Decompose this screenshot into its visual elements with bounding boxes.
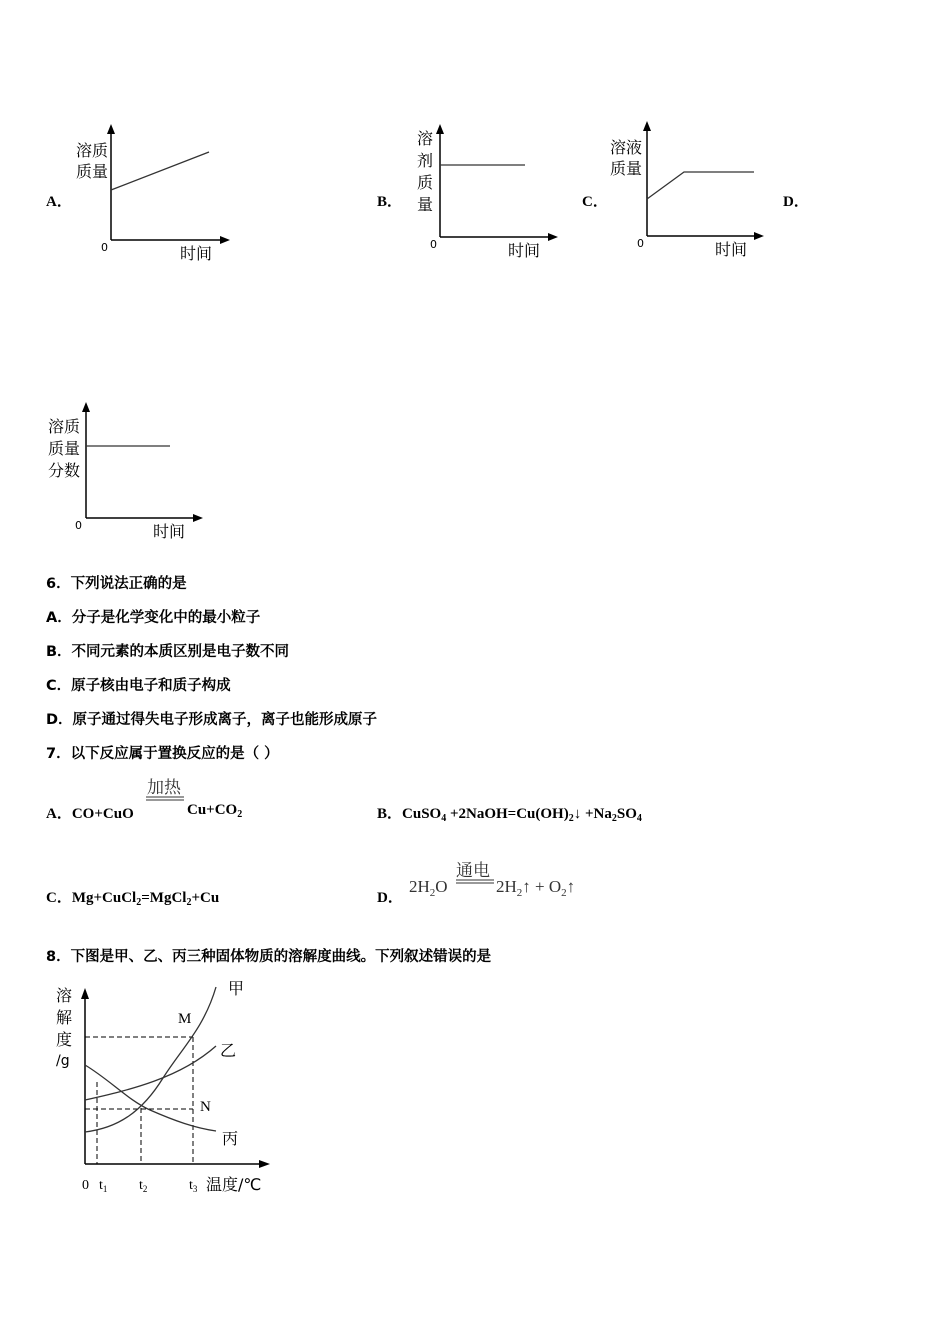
q7-option-c: C．Mg+CuCl$_2$=MgCl$_2$+Cu <box>46 890 220 908</box>
q7-a-label: A． <box>46 806 72 822</box>
q7-a-right: $Cu+CO_2$ <box>187 802 243 820</box>
chart-xlabel: 温度/℃ <box>206 1175 262 1194</box>
q6-stem: 6．下列说法正确的是 <box>46 576 187 592</box>
q7-d-label: D． <box>377 890 403 906</box>
series-label-jia: 甲 <box>228 979 245 998</box>
graph-b-ylabel-4: 量 <box>417 195 434 214</box>
graph-d-xlabel: 时间 <box>153 522 186 541</box>
chart-ylabel-1: 溶 <box>56 986 73 1005</box>
q7-d-left: $2H_2O$ <box>409 877 448 899</box>
curve-yi <box>85 1046 216 1100</box>
q7-d-right: $2H_2↑$ + $O_2↑$ <box>496 877 576 899</box>
graph-c-xlabel: 时间 <box>715 240 748 259</box>
graph-a-ylabel-2: 质量 <box>76 162 109 181</box>
graph-a-origin: 0 <box>101 241 108 254</box>
graph-d-origin: 0 <box>75 519 82 532</box>
chart-ylabel-4: /g <box>56 1053 70 1069</box>
q7-a-condition-text: 加热 <box>147 778 181 797</box>
q7-d-condition: 通电 <box>456 861 490 880</box>
chart-y-arrow <box>81 988 89 999</box>
tick-t2: $t_2$ <box>139 1178 148 1194</box>
graph-d-ylabel-2: 质量 <box>48 439 81 458</box>
chart-ylabel-3: 度 <box>56 1030 73 1049</box>
graph-a-xlabel: 时间 <box>180 244 213 263</box>
graph-d-ylabel-1: 溶质 <box>48 417 81 436</box>
graph-b-label: B． <box>377 194 403 210</box>
q6-option-b: B．不同元素的本质区别是电子数不同 <box>46 644 290 660</box>
q8-stem: 8．下图是甲、乙、丙三种固体物质的溶解度曲线。下列叙述错误的是 <box>46 949 492 965</box>
graph-c-ylabel-1: 溶液 <box>610 138 643 157</box>
graph-a-label: A． <box>46 194 72 210</box>
tick-t3: $t_3$ <box>189 1178 198 1194</box>
graph-b-xlabel: 时间 <box>508 241 541 260</box>
graph-b-ylabel-2: 剂 <box>417 151 434 170</box>
curve-bing <box>85 1065 216 1131</box>
tick-t1: $t_1$ <box>99 1178 108 1194</box>
graph-c-ylabel-2: 质量 <box>610 159 643 178</box>
series-label-yi: 乙 <box>220 1041 237 1060</box>
point-label-n: N <box>200 1099 211 1115</box>
graph-d-ylabel-3: 分数 <box>48 461 81 480</box>
q7-a-left: CO+CuO <box>71 806 134 822</box>
graph-b-ylabel-3: 质 <box>417 173 434 192</box>
q7-option-b: B．CuSO$_4$ $+2NaOH=Cu(OH)_2↓ +Na_2SO_4$ <box>377 806 642 824</box>
q6-option-a: A．分子是化学变化中的最小粒子 <box>46 610 261 626</box>
graph-b-origin: 0 <box>430 238 437 251</box>
graph-c-label: C． <box>582 194 608 210</box>
chart-ylabel-2: 解 <box>56 1008 73 1027</box>
graph-d-label: D． <box>783 194 809 210</box>
graph-c-origin: 0 <box>637 237 644 250</box>
graph-b-ylabel-1: 溶 <box>417 129 434 148</box>
q6-option-c: C．原子核由电子和质子构成 <box>46 678 231 694</box>
graph-a-ylabel-1: 溶质 <box>76 141 109 160</box>
series-label-bing: 丙 <box>222 1129 239 1148</box>
chart-origin: 0 <box>82 1178 89 1193</box>
q7-stem: 7．以下反应属于置换反应的是（ ） <box>46 746 279 762</box>
chart-x-arrow <box>259 1160 270 1168</box>
q6-option-d: D．原子通过得失电子形成离子，离子也能形成原子 <box>46 712 378 728</box>
point-label-m: M <box>178 1011 192 1027</box>
